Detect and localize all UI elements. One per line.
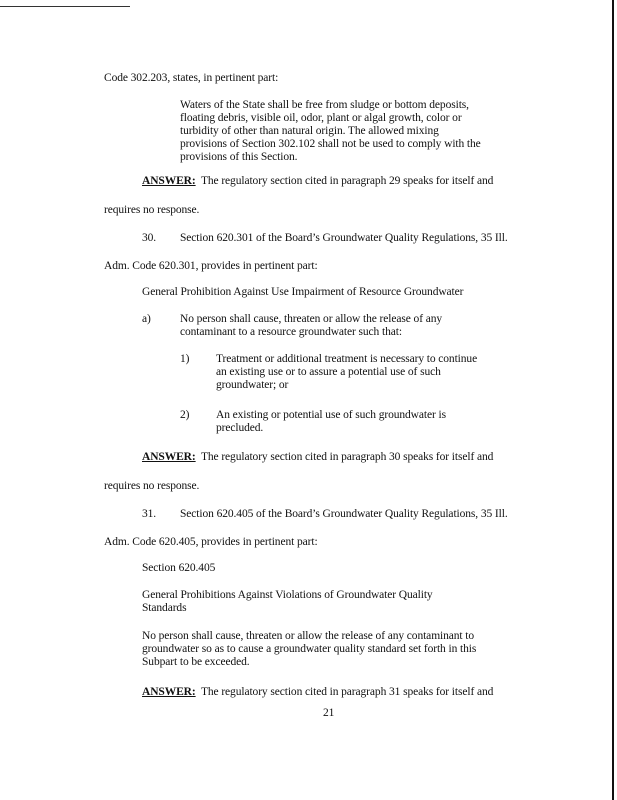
answer-continuation: requires no response. — [104, 204, 200, 216]
section-heading-620-405: General Prohibitions Against Violations of Groundwater Quality — [142, 589, 433, 601]
answer-text: The regulatory section cited in paragraph 30 speaks for itself and — [200, 451, 494, 463]
quote31-line: No person shall cause, threaten or allow the release of any contaminant to — [142, 630, 475, 642]
paragraph-30-continuation: Adm. Code 620.301, provides in pertinent part: — [104, 260, 318, 272]
item-a-line: No person shall cause, threaten or allow the release of any — [180, 313, 443, 325]
section-number-620-405: Section 620.405 — [142, 562, 216, 574]
quote31-line: groundwater so as to cause a groundwater quality standard set forth in this — [142, 643, 477, 655]
answer-paragraph-31 — [142, 686, 493, 699]
item-2-line: An existing or potential use of such groundwater is — [216, 409, 446, 421]
answer-text: The regulatory section cited in paragraph 29 speaks for itself and — [200, 175, 494, 187]
answer-paragraph-29 — [142, 175, 493, 188]
item-a-line: contaminant to a resource groundwater such that: — [180, 326, 402, 338]
item-2-line: precluded. — [216, 422, 264, 434]
section-heading-620-405: Standards — [142, 602, 187, 614]
quote1-line: provisions of Section 302.102 shall not be used to comply with the — [180, 138, 481, 150]
item-a-label: a) — [142, 313, 151, 325]
answer-label: ANSWER: — [142, 175, 196, 187]
answer-label: ANSWER: — [142, 686, 196, 698]
quote1-line: turbidity of other than natural origin. The allowed mixing — [180, 125, 439, 137]
answer-continuation: requires no response. — [104, 480, 200, 492]
quote1-line: provisions of this Section. — [180, 151, 298, 163]
quote1-line: floating debris, visible oil, odor, plant or algal growth, color or — [180, 112, 462, 124]
answer-paragraph-30 — [142, 451, 493, 464]
section-heading-620-301: General Prohibition Against Use Impairment of Resource Groundwater — [142, 286, 464, 298]
paragraph-31-number: 31. — [142, 508, 157, 520]
item-1-line: Treatment or additional treatment is necessary to continue — [216, 353, 478, 365]
scan-edge-border — [612, 0, 614, 800]
quote1-line: Waters of the State shall be free from sludge or bottom deposits, — [180, 99, 469, 111]
page-number: 21 — [323, 707, 335, 719]
paragraph-31-text: Section 620.405 of the Board’s Groundwater Quality Regulations, 35 Ill. — [180, 508, 508, 520]
intro-line: Code 302.203, states, in pertinent part: — [104, 72, 279, 84]
item-1-label: 1) — [180, 353, 190, 365]
item-1-line: an existing use or to assure a potential use of such — [216, 366, 441, 378]
item-2-label: 2) — [180, 409, 190, 421]
item-1-line: groundwater; or — [216, 379, 289, 391]
answer-text: The regulatory section cited in paragraph 31 speaks for itself and — [200, 686, 494, 698]
answer-label: ANSWER: — [142, 451, 196, 463]
header-rule — [0, 6, 130, 7]
paragraph-30-number: 30. — [142, 232, 157, 244]
quote31-line: Subpart to be exceeded. — [142, 656, 250, 668]
paragraph-30-text: Section 620.301 of the Board’s Groundwater Quality Regulations, 35 Ill. — [180, 232, 508, 244]
paragraph-31-continuation: Adm. Code 620.405, provides in pertinent part: — [104, 536, 318, 548]
